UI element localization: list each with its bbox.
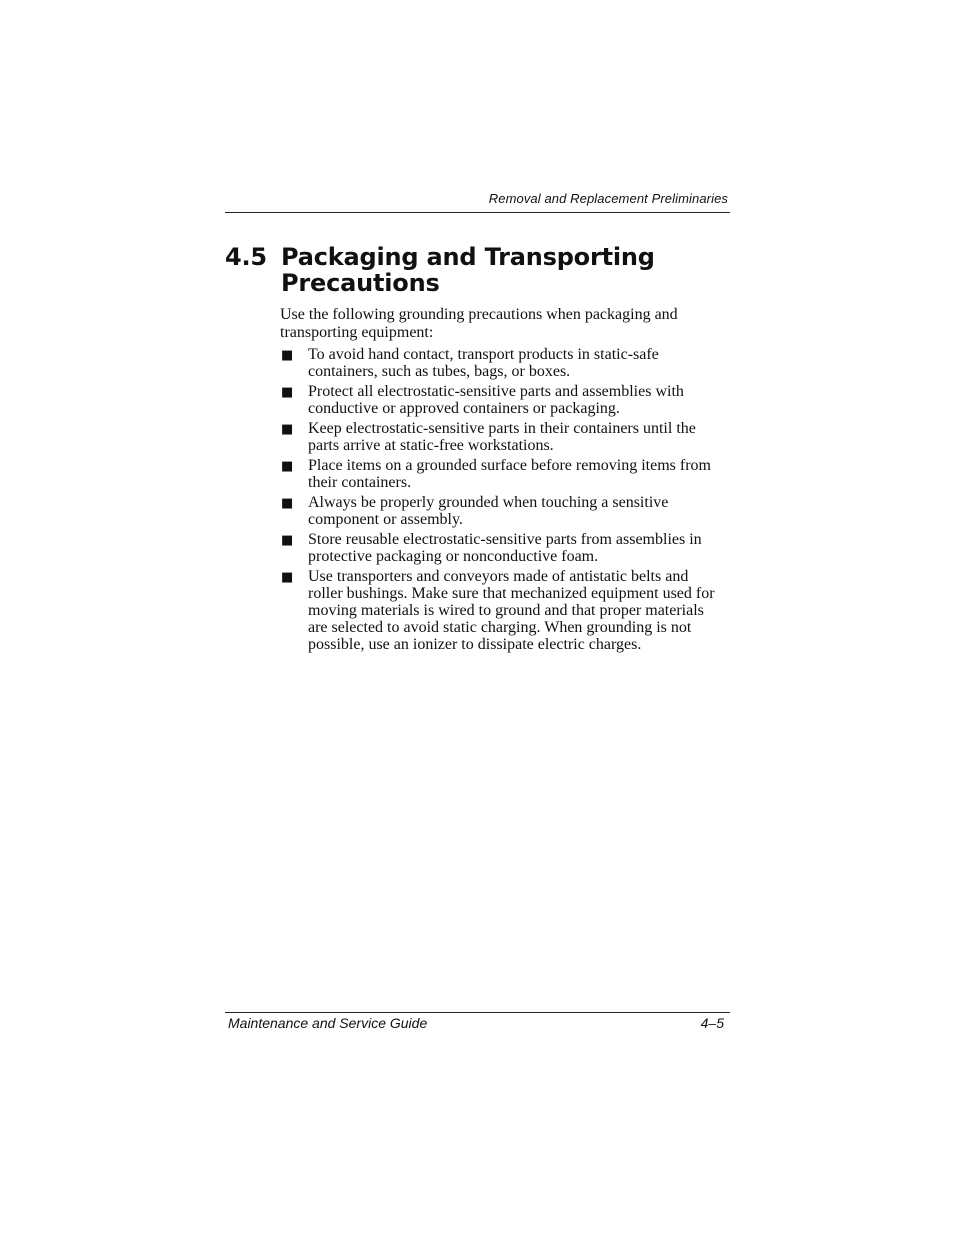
- list-item: [280, 457, 720, 491]
- list-item-text: Use transporters and conveyors made of antistatic belts and roller bushings. Make sure that mechanized equipment used for moving materials is wired to ground and that proper materials are selected to avoid static charging. When grounding is not possible, use an ionizer to dissipate electric charges.: [308, 568, 715, 653]
- section-heading: [225, 244, 730, 296]
- section-number: 4.5: [225, 243, 267, 271]
- intro-paragraph: Use the following grounding precautions when packaging and transporting equipment:: [280, 306, 678, 341]
- bullet-square-icon: ■: [281, 459, 294, 474]
- running-header-title: Removal and Replacement Preliminaries: [488, 191, 728, 206]
- list-item: [280, 568, 720, 653]
- bullet-square-icon: ■: [281, 570, 294, 585]
- bullet-square-icon: ■: [281, 496, 294, 511]
- bullet-square-icon: ■: [281, 422, 294, 437]
- list-item-text: Protect all electrostatic-sensitive parts and assemblies with conductive or approved containers or packaging.: [308, 383, 684, 417]
- list-item: [280, 383, 720, 417]
- list-item-text: Keep electrostatic-sensitive parts in their containers until the parts arrive at static-free workstations.: [308, 420, 696, 454]
- list-item: [280, 420, 720, 454]
- footer-guide-title: Maintenance and Service Guide: [228, 1015, 428, 1031]
- list-item-text: Always be properly grounded when touching a sensitive component or assembly.: [308, 494, 669, 528]
- running-footer: [225, 1012, 730, 1035]
- list-item-text: To avoid hand contact, transport products in static-safe containers, such as tubes, bags, or boxes.: [308, 346, 659, 380]
- list-item: [280, 346, 720, 380]
- bullet-square-icon: ■: [281, 348, 294, 363]
- running-header: [225, 190, 730, 213]
- precautions-list: [280, 346, 720, 653]
- bullet-square-icon: ■: [281, 533, 294, 548]
- list-item: [280, 494, 720, 528]
- section-body: [280, 306, 720, 656]
- list-item-text: Place items on a grounded surface before removing items from their containers.: [308, 457, 711, 491]
- list-item-text: Store reusable electrostatic-sensitive parts from assemblies in protective packaging or nonconductive foam.: [308, 531, 702, 565]
- section-title: Packaging and Transporting Precautions: [281, 243, 655, 297]
- page-number: 4–5: [700, 1015, 724, 1031]
- bullet-square-icon: ■: [281, 385, 294, 400]
- list-item: [280, 531, 720, 565]
